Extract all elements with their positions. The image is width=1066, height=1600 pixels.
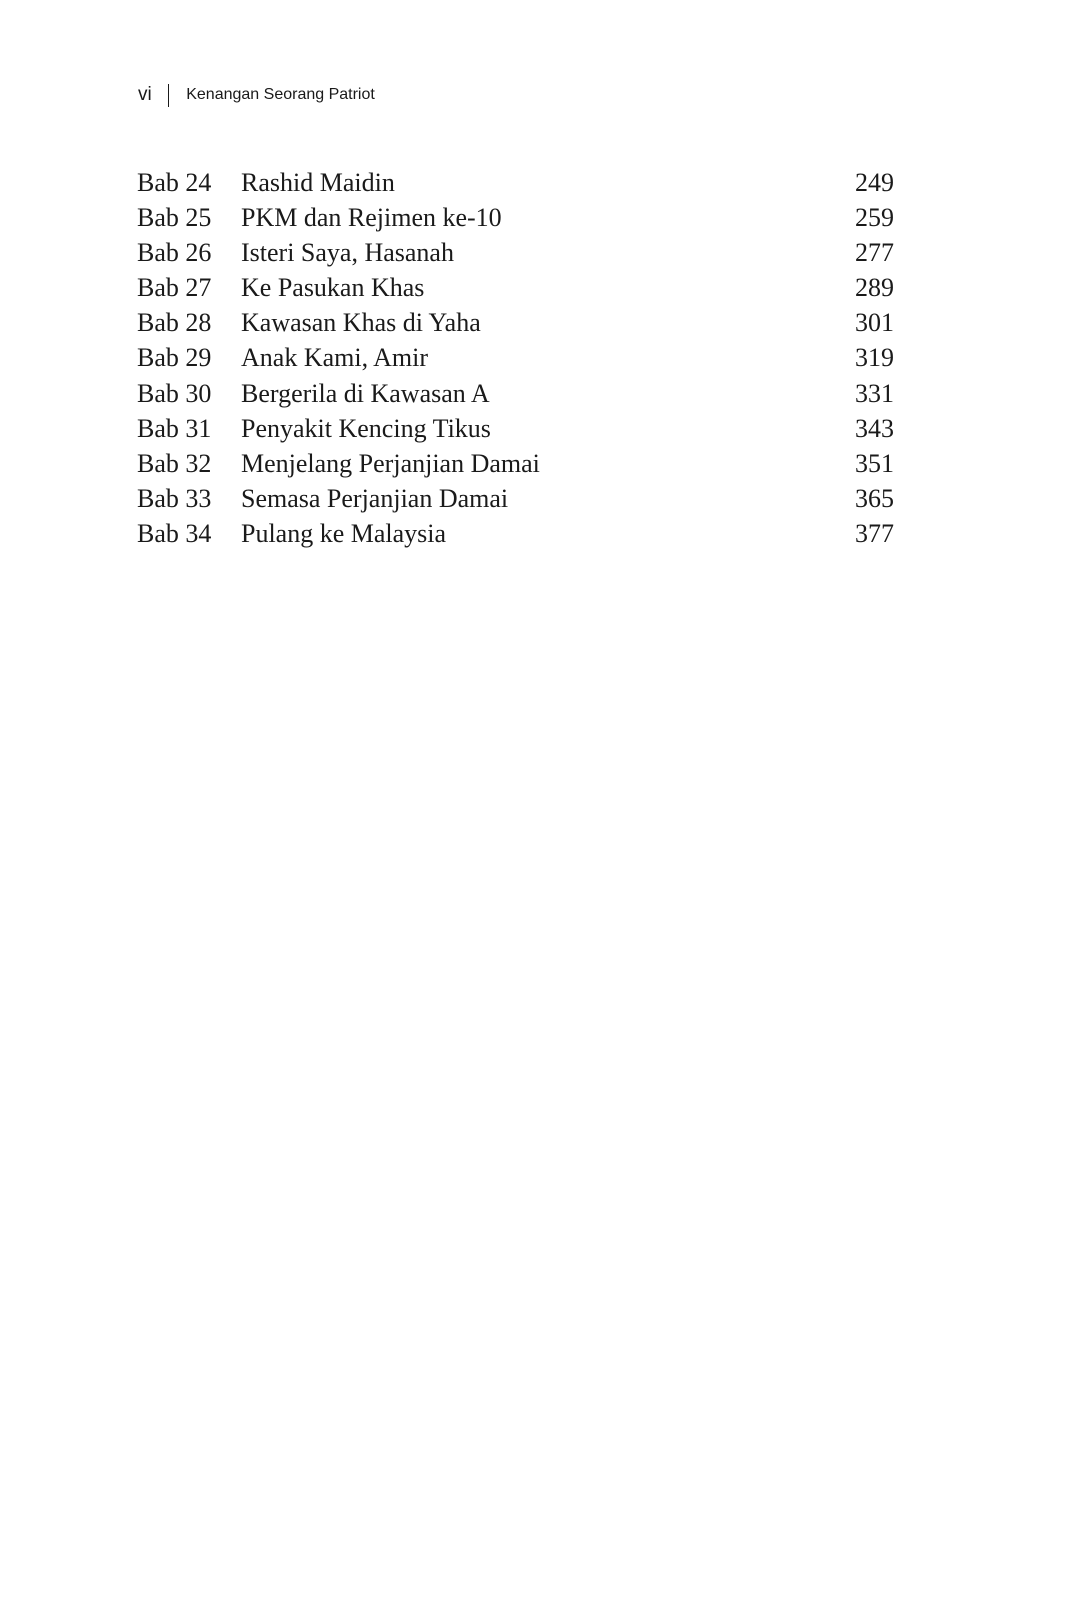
toc-page-number: 331 — [855, 378, 894, 408]
toc-entry — [137, 516, 894, 551]
toc-page-number: 319 — [855, 343, 894, 373]
toc-page-number: 343 — [855, 413, 894, 443]
table-of-contents — [137, 165, 894, 551]
toc-chapter: Bab 33 — [137, 483, 212, 513]
toc-page-number: 277 — [855, 238, 894, 268]
toc-title: Kawasan Khas di Yaha — [241, 308, 481, 338]
toc-entry — [137, 376, 894, 411]
toc-page-number: 365 — [855, 483, 894, 513]
toc-title: Rashid Maidin — [241, 168, 395, 197]
toc-entry — [137, 446, 894, 481]
toc-chapter: Bab 34 — [137, 518, 212, 548]
toc-page-number: 351 — [855, 448, 894, 478]
toc-title: Penyakit Kencing Tikus — [241, 413, 491, 443]
toc-page-number: 301 — [855, 308, 894, 338]
toc-title: Anak Kami, Amir — [241, 343, 429, 373]
toc-entry — [137, 270, 894, 305]
toc-page-number: 249 — [855, 168, 894, 197]
toc-entry — [137, 165, 894, 200]
toc-title: Ke Pasukan Khas — [241, 273, 425, 303]
running-head — [138, 82, 375, 108]
toc-chapter: Bab 26 — [137, 238, 212, 268]
toc-title: PKM dan Rejimen ke-10 — [241, 203, 502, 233]
toc-chapter: Bab 32 — [137, 448, 212, 478]
toc-chapter: Bab 27 — [137, 273, 212, 303]
toc-entry — [137, 481, 894, 516]
toc-chapter: Bab 28 — [137, 308, 212, 338]
toc-page-number: 289 — [855, 273, 894, 303]
toc-chapter: Bab 30 — [137, 378, 212, 408]
book-title: Kenangan Seorang Patriot — [186, 86, 375, 103]
toc-title: Semasa Perjanjian Damai — [241, 483, 509, 513]
toc-title: Bergerila di Kawasan A — [241, 378, 490, 408]
page-number: vi — [138, 84, 152, 105]
toc-chapter: Bab 24 — [137, 168, 212, 197]
toc-entry — [137, 305, 894, 340]
toc-entry — [137, 200, 894, 235]
toc-entry — [137, 340, 894, 375]
toc-page-number: 259 — [855, 203, 894, 233]
toc-title: Isteri Saya, Hasanah — [241, 238, 454, 268]
toc-entry — [137, 235, 894, 270]
toc-chapter: Bab 29 — [137, 343, 212, 373]
header-divider — [168, 84, 170, 107]
toc-chapter: Bab 25 — [137, 203, 212, 233]
toc-title: Pulang ke Malaysia — [241, 518, 447, 548]
toc-title: Menjelang Perjanjian Damai — [241, 448, 540, 478]
toc-entry — [137, 411, 894, 446]
toc-page-number: 377 — [855, 518, 894, 548]
toc-chapter: Bab 31 — [137, 413, 212, 443]
